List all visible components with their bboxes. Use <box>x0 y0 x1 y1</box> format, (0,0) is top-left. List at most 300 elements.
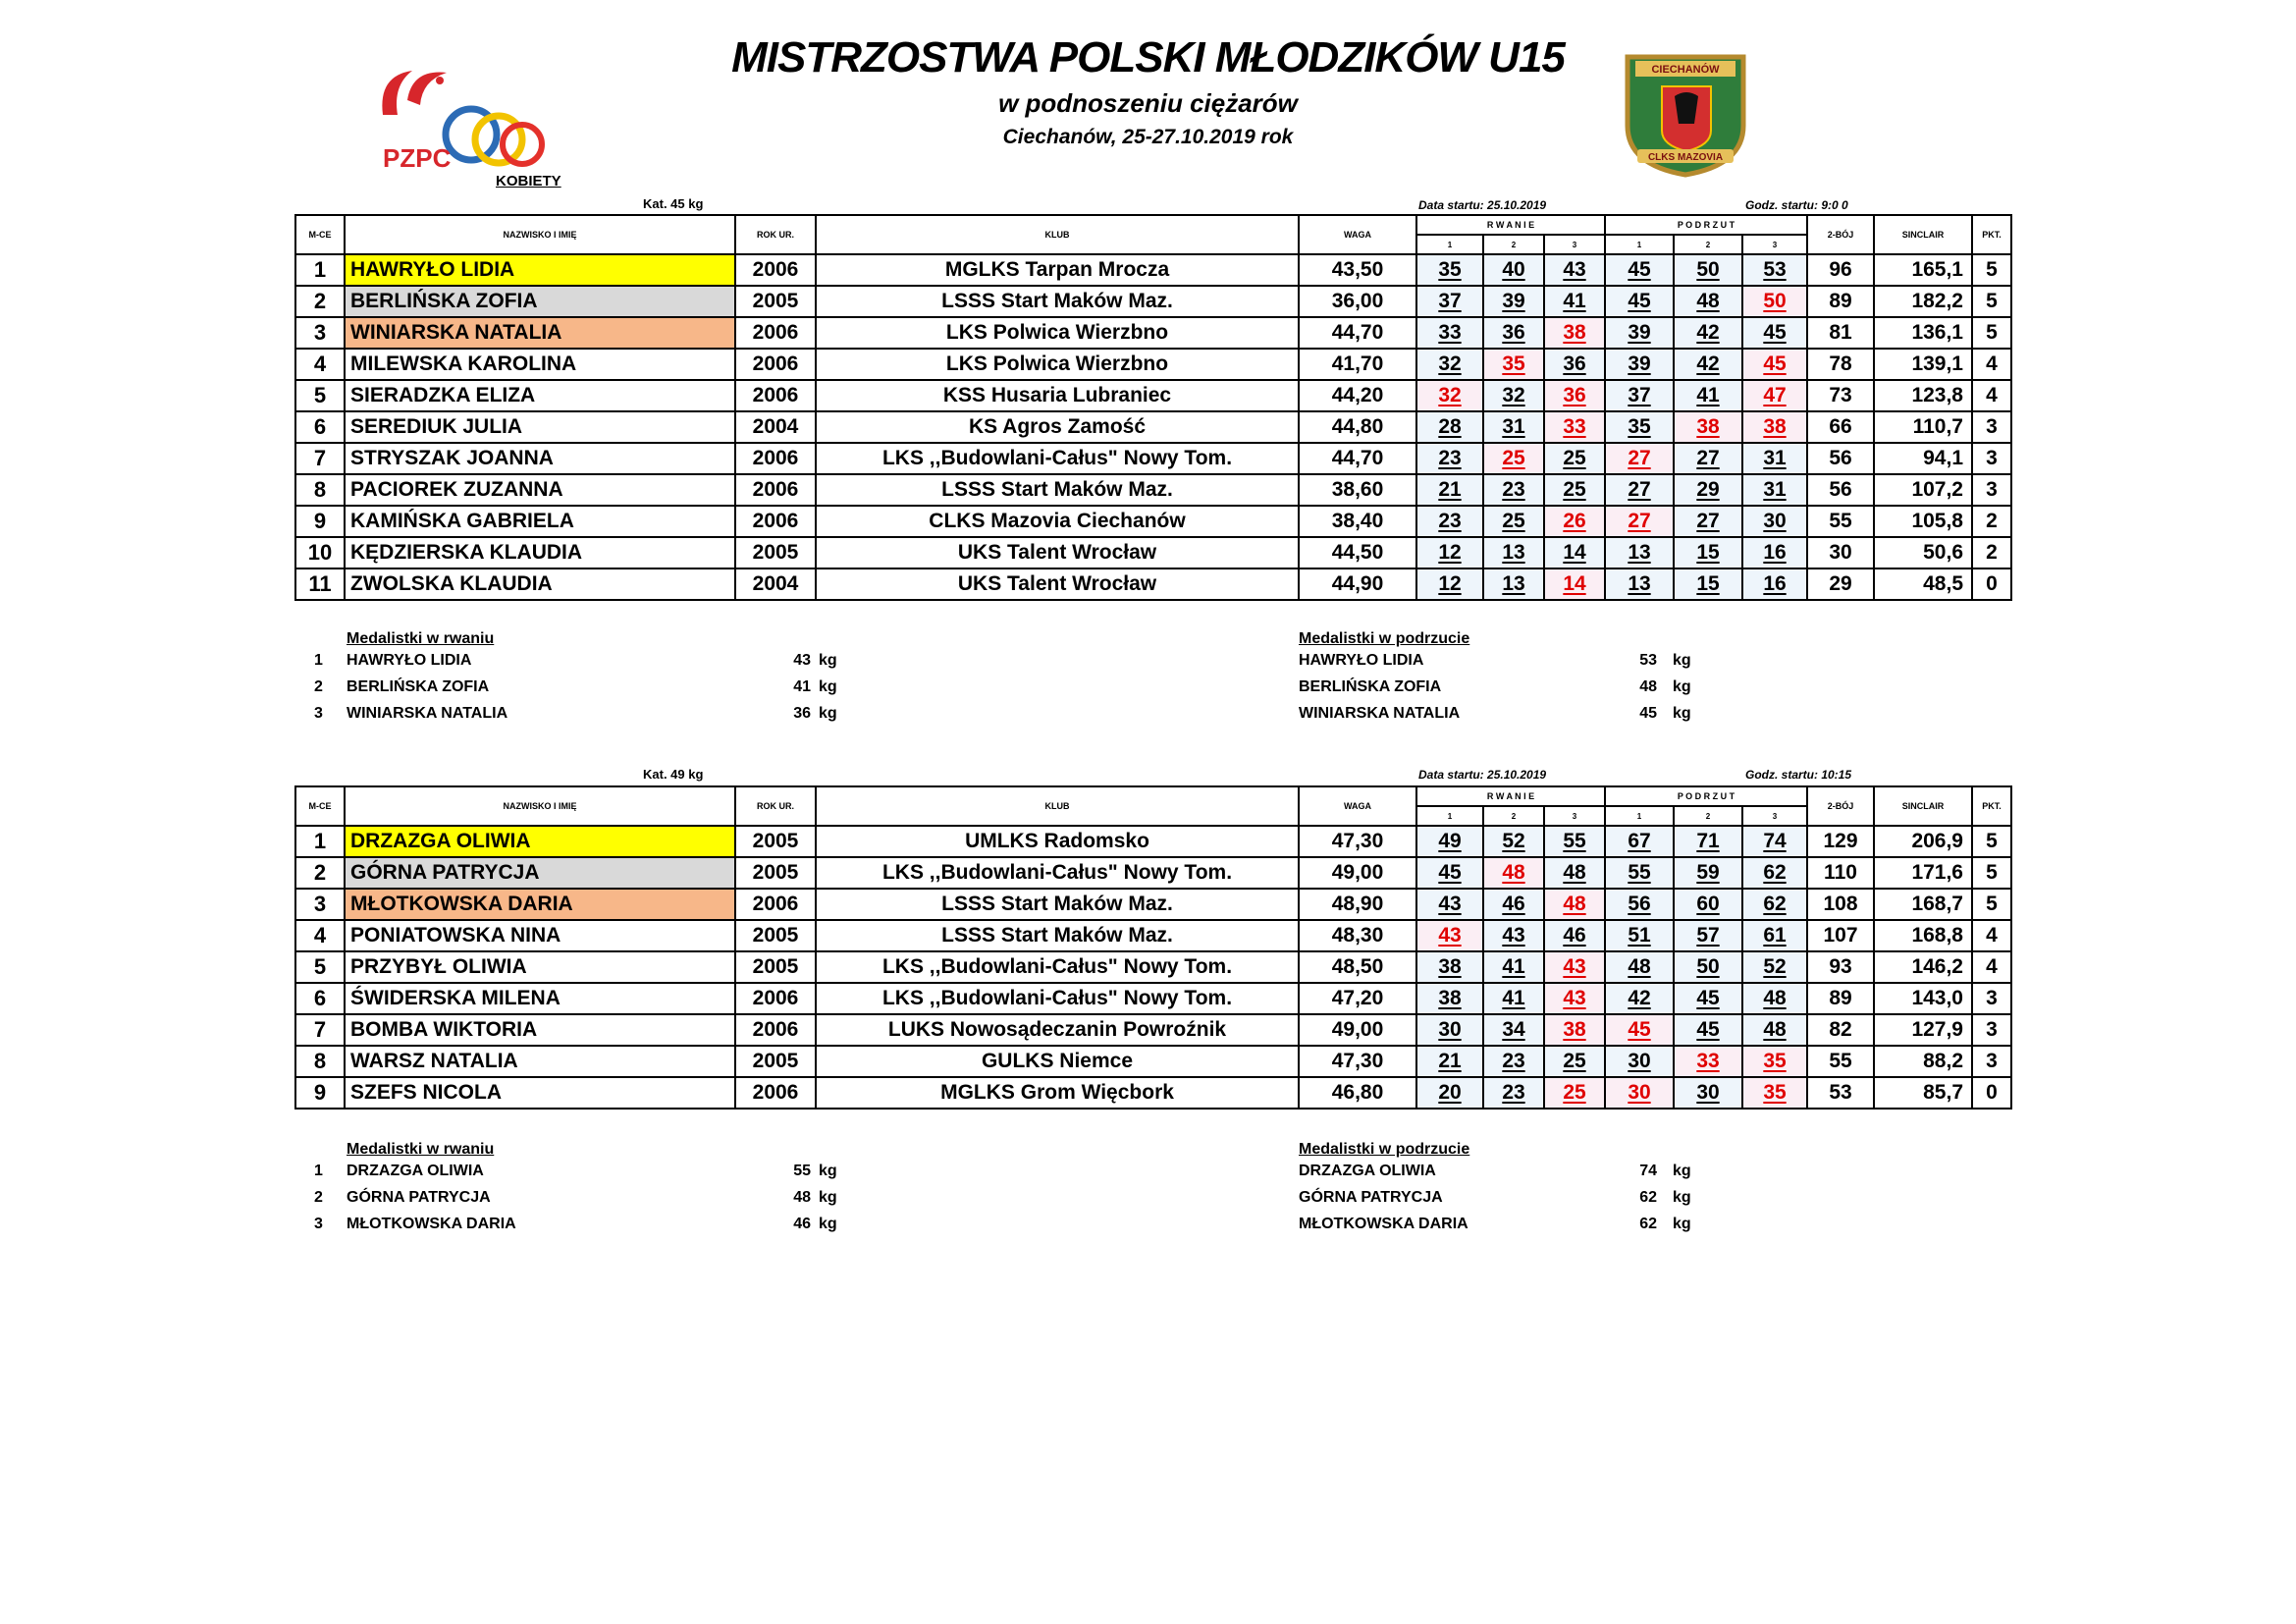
sinclair-points: 146,2 <box>1874 951 1972 983</box>
unit-label: kg <box>1673 652 1691 669</box>
col-total: 2-BÓJ <box>1807 215 1874 254</box>
pzpc-logo-text: PZPC <box>383 143 452 173</box>
sinclair-points: 165,1 <box>1874 254 1972 286</box>
snatch-attempt-2: 23 <box>1483 1077 1544 1109</box>
snatch-attempt-3: 48 <box>1544 857 1605 889</box>
medal-weight: 62 <box>1639 1189 1657 1206</box>
total-result: 81 <box>1807 317 1874 349</box>
snatch-attempt-1: 38 <box>1416 951 1483 983</box>
crest-top-text: CIECHANÓW <box>1651 64 1720 76</box>
total-result: 55 <box>1807 1046 1874 1077</box>
place-cell: 4 <box>295 920 345 951</box>
medalist-name: WINIARSKA NATALIA <box>347 705 508 722</box>
col-year: ROK UR. <box>735 215 816 254</box>
col-attempt-2: 2 <box>1483 235 1544 254</box>
place-cell: 6 <box>295 983 345 1014</box>
snatch-attempt-3: 14 <box>1544 568 1605 600</box>
place-cell: 10 <box>295 537 345 568</box>
team-points: 5 <box>1972 889 2011 920</box>
total-result: 82 <box>1807 1014 1874 1046</box>
snatch-attempt-1: 23 <box>1416 443 1483 474</box>
unit-label: kg <box>819 705 837 722</box>
table-row <box>295 951 2011 983</box>
cj-attempt-1: 35 <box>1605 411 1674 443</box>
section-label: KOBIETY <box>496 173 561 189</box>
medal-rank: 3 <box>314 705 323 722</box>
col-clean-jerk: P O D R Z U T <box>1605 786 1807 806</box>
sinclair-points: 171,6 <box>1874 857 1972 889</box>
sinclair-points: 94,1 <box>1874 443 1972 474</box>
medalist-name: DRZAZGA OLIWIA <box>1299 1163 1436 1179</box>
unit-label: kg <box>819 678 837 695</box>
col-snatch: R W A N I E <box>1416 215 1605 235</box>
athlete-name: SIERADZKA ELIZA <box>345 380 735 411</box>
cj-attempt-2: 71 <box>1674 826 1742 857</box>
total-result: 129 <box>1807 826 1874 857</box>
team-points: 5 <box>1972 317 2011 349</box>
club-name: UKS Talent Wrocław <box>816 568 1299 600</box>
snatch-attempt-2: 41 <box>1483 951 1544 983</box>
unit-label: kg <box>819 1216 837 1232</box>
unit-label: kg <box>1673 1189 1691 1206</box>
table-row <box>295 889 2011 920</box>
medal-weight: 55 <box>793 1163 811 1179</box>
medal-weight: 74 <box>1639 1163 1657 1179</box>
club-name: LSSS Start Maków Maz. <box>816 286 1299 317</box>
cj-attempt-1: 51 <box>1605 920 1674 951</box>
birth-year: 2006 <box>735 1077 816 1109</box>
cj-attempt-1: 13 <box>1605 537 1674 568</box>
birth-year: 2006 <box>735 443 816 474</box>
pzpc-logo <box>353 61 560 179</box>
sinclair-points: 123,8 <box>1874 380 1972 411</box>
cj-attempt-1: 30 <box>1605 1046 1674 1077</box>
cj-attempt-3: 52 <box>1742 951 1807 983</box>
place-cell: 7 <box>295 443 345 474</box>
col-place: M-CE <box>295 215 345 254</box>
results-table <box>294 785 2012 1110</box>
table-row <box>295 1014 2011 1046</box>
total-result: 56 <box>1807 443 1874 474</box>
snatch-attempt-3: 14 <box>1544 537 1605 568</box>
place-cell: 5 <box>295 951 345 983</box>
total-result: 110 <box>1807 857 1874 889</box>
sinclair-points: 88,2 <box>1874 1046 1972 1077</box>
snatch-attempt-1: 32 <box>1416 380 1483 411</box>
snatch-attempt-1: 45 <box>1416 857 1483 889</box>
event-place-date: Ciechanów, 25-27.10.2019 rok <box>1002 126 1294 148</box>
cj-attempt-2: 57 <box>1674 920 1742 951</box>
cj-attempt-2: 60 <box>1674 889 1742 920</box>
unit-label: kg <box>819 1189 837 1206</box>
snatch-attempt-3: 46 <box>1544 920 1605 951</box>
cj-medalists <box>1299 1141 1469 1159</box>
col-club: KLUB <box>816 215 1299 254</box>
snatch-attempt-1: 21 <box>1416 474 1483 506</box>
birth-year: 2005 <box>735 286 816 317</box>
cj-attempt-1: 30 <box>1605 1077 1674 1109</box>
col-attempt-3: 3 <box>1742 235 1807 254</box>
place-cell: 9 <box>295 1077 345 1109</box>
body-weight: 44,70 <box>1299 317 1416 349</box>
col-attempt-1: 1 <box>1416 235 1483 254</box>
table-row <box>295 826 2011 857</box>
unit-label: kg <box>1673 1216 1691 1232</box>
body-weight: 38,60 <box>1299 474 1416 506</box>
cj-attempt-2: 45 <box>1674 1014 1742 1046</box>
medal-rank: 2 <box>314 678 323 695</box>
place-cell: 8 <box>295 1046 345 1077</box>
col-total: 2-BÓJ <box>1807 786 1874 826</box>
total-result: 30 <box>1807 537 1874 568</box>
col-place: M-CE <box>295 786 345 826</box>
team-points: 5 <box>1972 286 2011 317</box>
snatch-attempt-1: 43 <box>1416 920 1483 951</box>
birth-year: 2005 <box>735 920 816 951</box>
athlete-name: DRZAZGA OLIWIA <box>345 826 735 857</box>
snatch-attempt-3: 25 <box>1544 443 1605 474</box>
snatch-attempt-3: 25 <box>1544 474 1605 506</box>
body-weight: 49,00 <box>1299 857 1416 889</box>
col-sinclair: SINCLAIR <box>1874 215 1972 254</box>
body-weight: 46,80 <box>1299 1077 1416 1109</box>
birth-year: 2006 <box>735 983 816 1014</box>
sinclair-points: 105,8 <box>1874 506 1972 537</box>
unit-label: kg <box>1673 705 1691 722</box>
place-cell: 3 <box>295 889 345 920</box>
team-points: 0 <box>1972 1077 2011 1109</box>
medal-rank: 1 <box>314 652 323 669</box>
cj-attempt-1: 39 <box>1605 317 1674 349</box>
team-points: 2 <box>1972 506 2011 537</box>
snatch-medalists-title: Medalistki w rwaniu <box>347 1141 495 1158</box>
club-name: LKS ,,Budowlani-Całus" Nowy Tom. <box>816 443 1299 474</box>
birth-year: 2006 <box>735 349 816 380</box>
team-points: 5 <box>1972 254 2011 286</box>
unit-label: kg <box>819 652 837 669</box>
athlete-name: ZWOLSKA KLAUDIA <box>345 568 735 600</box>
medal-rank: 3 <box>314 1216 323 1232</box>
birth-year: 2006 <box>735 889 816 920</box>
place-cell: 11 <box>295 568 345 600</box>
col-attempt-2: 2 <box>1483 806 1544 826</box>
medal-weight: 43 <box>793 652 811 669</box>
col-points: PKT. <box>1972 215 2011 254</box>
snatch-attempt-2: 13 <box>1483 568 1544 600</box>
cj-attempt-3: 16 <box>1742 568 1807 600</box>
snatch-attempt-1: 38 <box>1416 983 1483 1014</box>
medal-weight: 45 <box>1639 705 1657 722</box>
sinclair-points: 110,7 <box>1874 411 1972 443</box>
medal-weight: 48 <box>1639 678 1657 695</box>
total-result: 29 <box>1807 568 1874 600</box>
snatch-attempt-2: 23 <box>1483 1046 1544 1077</box>
total-result: 66 <box>1807 411 1874 443</box>
club-name: LKS Polwica Wierzbno <box>816 349 1299 380</box>
total-result: 73 <box>1807 380 1874 411</box>
snatch-medalists-title: Medalistki w rwaniu <box>347 630 495 647</box>
athlete-name: GÓRNA PATRYCJA <box>345 857 735 889</box>
place-cell: 4 <box>295 349 345 380</box>
page-title: MISTRZOSTWA POLSKI MŁODZIKÓW U15 <box>731 33 1565 81</box>
body-weight: 48,30 <box>1299 920 1416 951</box>
cj-attempt-3: 48 <box>1742 983 1807 1014</box>
team-points: 0 <box>1972 568 2011 600</box>
club-name: MGLKS Grom Więcbork <box>816 1077 1299 1109</box>
place-cell: 2 <box>295 286 345 317</box>
table-row <box>295 349 2011 380</box>
birth-year: 2005 <box>735 826 816 857</box>
snatch-attempt-3: 43 <box>1544 951 1605 983</box>
birth-year: 2006 <box>735 506 816 537</box>
table-row <box>295 537 2011 568</box>
team-points: 4 <box>1972 349 2011 380</box>
medalist-name: BERLIŃSKA ZOFIA <box>347 678 490 695</box>
total-result: 93 <box>1807 951 1874 983</box>
medalist-name: DRZAZGA OLIWIA <box>347 1163 484 1179</box>
club-name: KS Agros Zamość <box>816 411 1299 443</box>
snatch-attempt-1: 49 <box>1416 826 1483 857</box>
col-attempt-3: 3 <box>1544 235 1605 254</box>
cj-medalists-title: Medalistki w podrzucie <box>1299 1141 1470 1158</box>
birth-year: 2006 <box>735 1014 816 1046</box>
cj-attempt-3: 31 <box>1742 474 1807 506</box>
total-result: 96 <box>1807 254 1874 286</box>
birth-year: 2006 <box>735 474 816 506</box>
body-weight: 49,00 <box>1299 1014 1416 1046</box>
cj-attempt-2: 15 <box>1674 568 1742 600</box>
snatch-attempt-2: 36 <box>1483 317 1544 349</box>
cj-attempt-2: 41 <box>1674 380 1742 411</box>
cj-attempt-1: 48 <box>1605 951 1674 983</box>
snatch-attempt-2: 31 <box>1483 411 1544 443</box>
sinclair-points: 168,8 <box>1874 920 1972 951</box>
athlete-name: PRZYBYŁ OLIWIA <box>345 951 735 983</box>
cj-attempt-2: 33 <box>1674 1046 1742 1077</box>
total-result: 53 <box>1807 1077 1874 1109</box>
start-time: Godz. startu: 9:0 0 <box>1745 198 1848 212</box>
medal-weight: 36 <box>793 705 811 722</box>
athlete-name: BERLIŃSKA ZOFIA <box>345 286 735 317</box>
medal-weight: 53 <box>1639 652 1657 669</box>
sinclair-points: 48,5 <box>1874 568 1972 600</box>
birth-year: 2006 <box>735 380 816 411</box>
col-attempt-1: 1 <box>1416 806 1483 826</box>
cj-attempt-3: 35 <box>1742 1046 1807 1077</box>
athlete-name: SEREDIUK JULIA <box>345 411 735 443</box>
snatch-attempt-3: 55 <box>1544 826 1605 857</box>
cj-attempt-2: 29 <box>1674 474 1742 506</box>
cj-attempt-1: 45 <box>1605 254 1674 286</box>
col-attempt-1: 1 <box>1605 235 1674 254</box>
medal-rank: 2 <box>314 1189 323 1206</box>
medalist-name: WINIARSKA NATALIA <box>1299 705 1461 722</box>
cj-attempt-1: 27 <box>1605 443 1674 474</box>
snatch-medalists <box>347 1141 494 1159</box>
cj-attempt-1: 67 <box>1605 826 1674 857</box>
medalist-name: GÓRNA PATRYCJA <box>347 1189 491 1206</box>
table-row <box>295 380 2011 411</box>
cj-attempt-1: 45 <box>1605 286 1674 317</box>
birth-year: 2005 <box>735 857 816 889</box>
cj-attempt-3: 31 <box>1742 443 1807 474</box>
category-label: Kat. 45 kg <box>643 196 704 211</box>
team-points: 4 <box>1972 380 2011 411</box>
cj-attempt-2: 38 <box>1674 411 1742 443</box>
snatch-attempt-2: 46 <box>1483 889 1544 920</box>
cj-attempt-2: 15 <box>1674 537 1742 568</box>
col-year: ROK UR. <box>735 786 816 826</box>
body-weight: 44,20 <box>1299 380 1416 411</box>
medal-weight: 41 <box>793 678 811 695</box>
athlete-name: HAWRYŁO LIDIA <box>345 254 735 286</box>
club-name: LKS Polwica Wierzbno <box>816 317 1299 349</box>
table-row <box>295 443 2011 474</box>
snatch-attempt-3: 36 <box>1544 349 1605 380</box>
snatch-attempt-1: 37 <box>1416 286 1483 317</box>
body-weight: 44,80 <box>1299 411 1416 443</box>
club-name: LKS ,,Budowlani-Całus" Nowy Tom. <box>816 983 1299 1014</box>
unit-label: kg <box>1673 1163 1691 1179</box>
body-weight: 43,50 <box>1299 254 1416 286</box>
snatch-attempt-2: 41 <box>1483 983 1544 1014</box>
birth-year: 2006 <box>735 317 816 349</box>
table-row <box>295 474 2011 506</box>
team-points: 3 <box>1972 983 2011 1014</box>
cj-attempt-3: 38 <box>1742 411 1807 443</box>
snatch-attempt-2: 39 <box>1483 286 1544 317</box>
cj-attempt-3: 45 <box>1742 317 1807 349</box>
body-weight: 36,00 <box>1299 286 1416 317</box>
birth-year: 2006 <box>735 254 816 286</box>
body-weight: 48,90 <box>1299 889 1416 920</box>
team-points: 3 <box>1972 474 2011 506</box>
snatch-attempt-1: 28 <box>1416 411 1483 443</box>
place-cell: 7 <box>295 1014 345 1046</box>
club-name: UKS Talent Wrocław <box>816 537 1299 568</box>
snatch-attempt-3: 25 <box>1544 1046 1605 1077</box>
sinclair-points: 143,0 <box>1874 983 1972 1014</box>
snatch-attempt-1: 33 <box>1416 317 1483 349</box>
sinclair-points: 136,1 <box>1874 317 1972 349</box>
athlete-name: BOMBA WIKTORIA <box>345 1014 735 1046</box>
team-points: 3 <box>1972 1014 2011 1046</box>
table-row <box>295 411 2011 443</box>
sinclair-points: 168,7 <box>1874 889 1972 920</box>
place-cell: 2 <box>295 857 345 889</box>
snatch-attempt-3: 38 <box>1544 317 1605 349</box>
snatch-attempt-2: 52 <box>1483 826 1544 857</box>
table-row <box>295 286 2011 317</box>
place-cell: 5 <box>295 380 345 411</box>
col-points: PKT. <box>1972 786 2011 826</box>
total-result: 56 <box>1807 474 1874 506</box>
body-weight: 47,30 <box>1299 1046 1416 1077</box>
club-crest <box>1618 47 1753 179</box>
cj-attempt-1: 27 <box>1605 506 1674 537</box>
medal-weight: 62 <box>1639 1216 1657 1232</box>
cj-attempt-1: 37 <box>1605 380 1674 411</box>
snatch-attempt-1: 35 <box>1416 254 1483 286</box>
cj-attempt-2: 48 <box>1674 286 1742 317</box>
results-table <box>294 214 2012 601</box>
cj-attempt-1: 45 <box>1605 1014 1674 1046</box>
athlete-name: WARSZ NATALIA <box>345 1046 735 1077</box>
snatch-attempt-1: 21 <box>1416 1046 1483 1077</box>
club-name: LSSS Start Maków Maz. <box>816 920 1299 951</box>
start-date: Data startu: 25.10.2019 <box>1418 198 1547 212</box>
cj-attempt-3: 16 <box>1742 537 1807 568</box>
cj-attempt-3: 45 <box>1742 349 1807 380</box>
medalist-name: GÓRNA PATRYCJA <box>1299 1189 1443 1206</box>
snatch-attempt-3: 48 <box>1544 889 1605 920</box>
place-cell: 8 <box>295 474 345 506</box>
sinclair-points: 127,9 <box>1874 1014 1972 1046</box>
table-row <box>295 506 2011 537</box>
cj-attempt-3: 62 <box>1742 857 1807 889</box>
snatch-attempt-2: 43 <box>1483 920 1544 951</box>
snatch-attempt-3: 41 <box>1544 286 1605 317</box>
place-cell: 1 <box>295 254 345 286</box>
medal-rank: 1 <box>314 1163 323 1179</box>
snatch-attempt-3: 36 <box>1544 380 1605 411</box>
medalist-name: MŁOTKOWSKA DARIA <box>347 1216 516 1232</box>
cj-attempt-3: 35 <box>1742 1077 1807 1109</box>
cj-attempt-3: 30 <box>1742 506 1807 537</box>
body-weight: 47,30 <box>1299 826 1416 857</box>
sinclair-points: 139,1 <box>1874 349 1972 380</box>
col-attempt-3: 3 <box>1544 806 1605 826</box>
cj-attempt-1: 13 <box>1605 568 1674 600</box>
club-name: LUKS Nowosądeczanin Powroźnik <box>816 1014 1299 1046</box>
start-time: Godz. startu: 10:15 <box>1745 768 1852 782</box>
snatch-attempt-3: 26 <box>1544 506 1605 537</box>
snatch-attempt-3: 43 <box>1544 983 1605 1014</box>
body-weight: 44,70 <box>1299 443 1416 474</box>
medalist-name: HAWRYŁO LIDIA <box>1299 652 1424 669</box>
cj-medalists <box>1299 630 1469 648</box>
cj-attempt-2: 42 <box>1674 349 1742 380</box>
snatch-attempt-1: 12 <box>1416 568 1483 600</box>
col-name: NAZWISKO I IMIĘ <box>345 786 735 826</box>
cj-attempt-1: 55 <box>1605 857 1674 889</box>
cj-attempt-1: 39 <box>1605 349 1674 380</box>
team-points: 2 <box>1972 537 2011 568</box>
crest-bottom-text: CLKS MAZOVIA <box>1647 152 1724 163</box>
unit-label: kg <box>1673 678 1691 695</box>
table-row <box>295 920 2011 951</box>
body-weight: 44,90 <box>1299 568 1416 600</box>
snatch-attempt-2: 25 <box>1483 506 1544 537</box>
body-weight: 41,70 <box>1299 349 1416 380</box>
club-name: GULKS Niemce <box>816 1046 1299 1077</box>
snatch-attempt-1: 12 <box>1416 537 1483 568</box>
total-result: 55 <box>1807 506 1874 537</box>
team-points: 4 <box>1972 951 2011 983</box>
table-row <box>295 1046 2011 1077</box>
athlete-name: STRYSZAK JOANNA <box>345 443 735 474</box>
category-label: Kat. 49 kg <box>643 767 704 782</box>
cj-attempt-2: 30 <box>1674 1077 1742 1109</box>
birth-year: 2005 <box>735 1046 816 1077</box>
athlete-name: KAMIŃSKA GABRIELA <box>345 506 735 537</box>
medal-weight: 48 <box>793 1189 811 1206</box>
club-name: UMLKS Radomsko <box>816 826 1299 857</box>
athlete-name: WINIARSKA NATALIA <box>345 317 735 349</box>
team-points: 3 <box>1972 1046 2011 1077</box>
snatch-attempt-2: 13 <box>1483 537 1544 568</box>
team-points: 4 <box>1972 920 2011 951</box>
